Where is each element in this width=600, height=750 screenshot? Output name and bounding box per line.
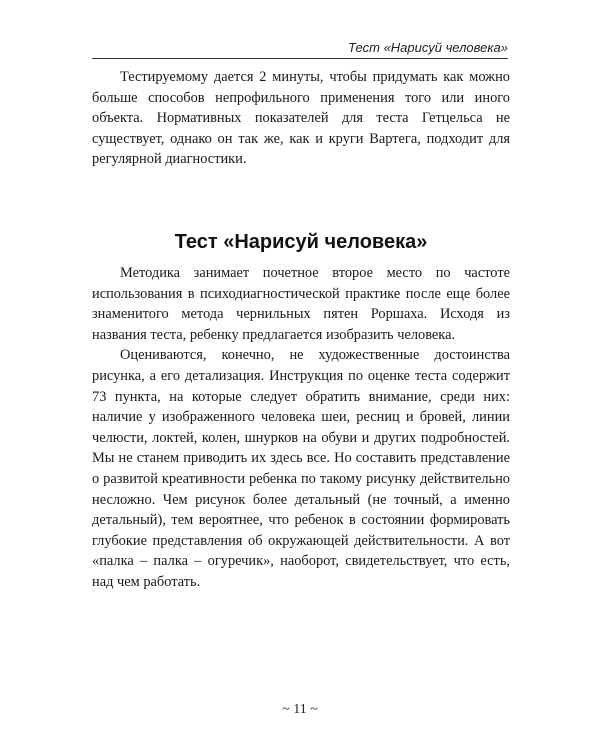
page-number: ~ 11 ~ (282, 702, 318, 717)
section-title: Тест «Нарисуй человека» (174, 230, 428, 253)
intro-paragraph: Тестируемому дается 2 минуты, чтобы придумать как можно больше способов непрофильного применения того или иного объекта. Нормативных показателей для теста Гетцельса не существует, однако он так же, как и круги Вартега, подходит для регулярной диагностики. (92, 69, 510, 168)
body-paragraph-2: Оцениваются, конечно, не художественные достоинства рисунка, а его детализация. Инструкция по оценке теста содержит 73 пункта, на которые следует обратить внимание, среди них: наличие у изображенного человека шеи, ресниц и бровей, линии челюсти, локтей, колен, шнурков на обуви и других подробностей. Мы не станем приводить их здесь все. Но составить представление о развитой креативности ребенка по такому рисунку действительно несложно. Чем рисунок более детальный (не точный, а именно детальный), тем вероятнее, что ребенок в состоянии формировать глубокие представления об окружающей действительности. А вот «палка – палка – огуречик», наоборот, свидетельствует, что есть, над чем работать. (92, 347, 510, 590)
body-paragraph-1: Методика занимает почетное второе место по частоте использования в психодиагностической практике после еще более знаменитого метода чернильных пятен Роршаха. Исходя из названия теста, ребенку предлагается изобразить человека. (92, 265, 510, 343)
header-rule (92, 58, 508, 59)
running-header: Тест «Нарисуй человека» (348, 40, 508, 55)
section-body (92, 263, 510, 593)
intro-text (92, 67, 510, 170)
